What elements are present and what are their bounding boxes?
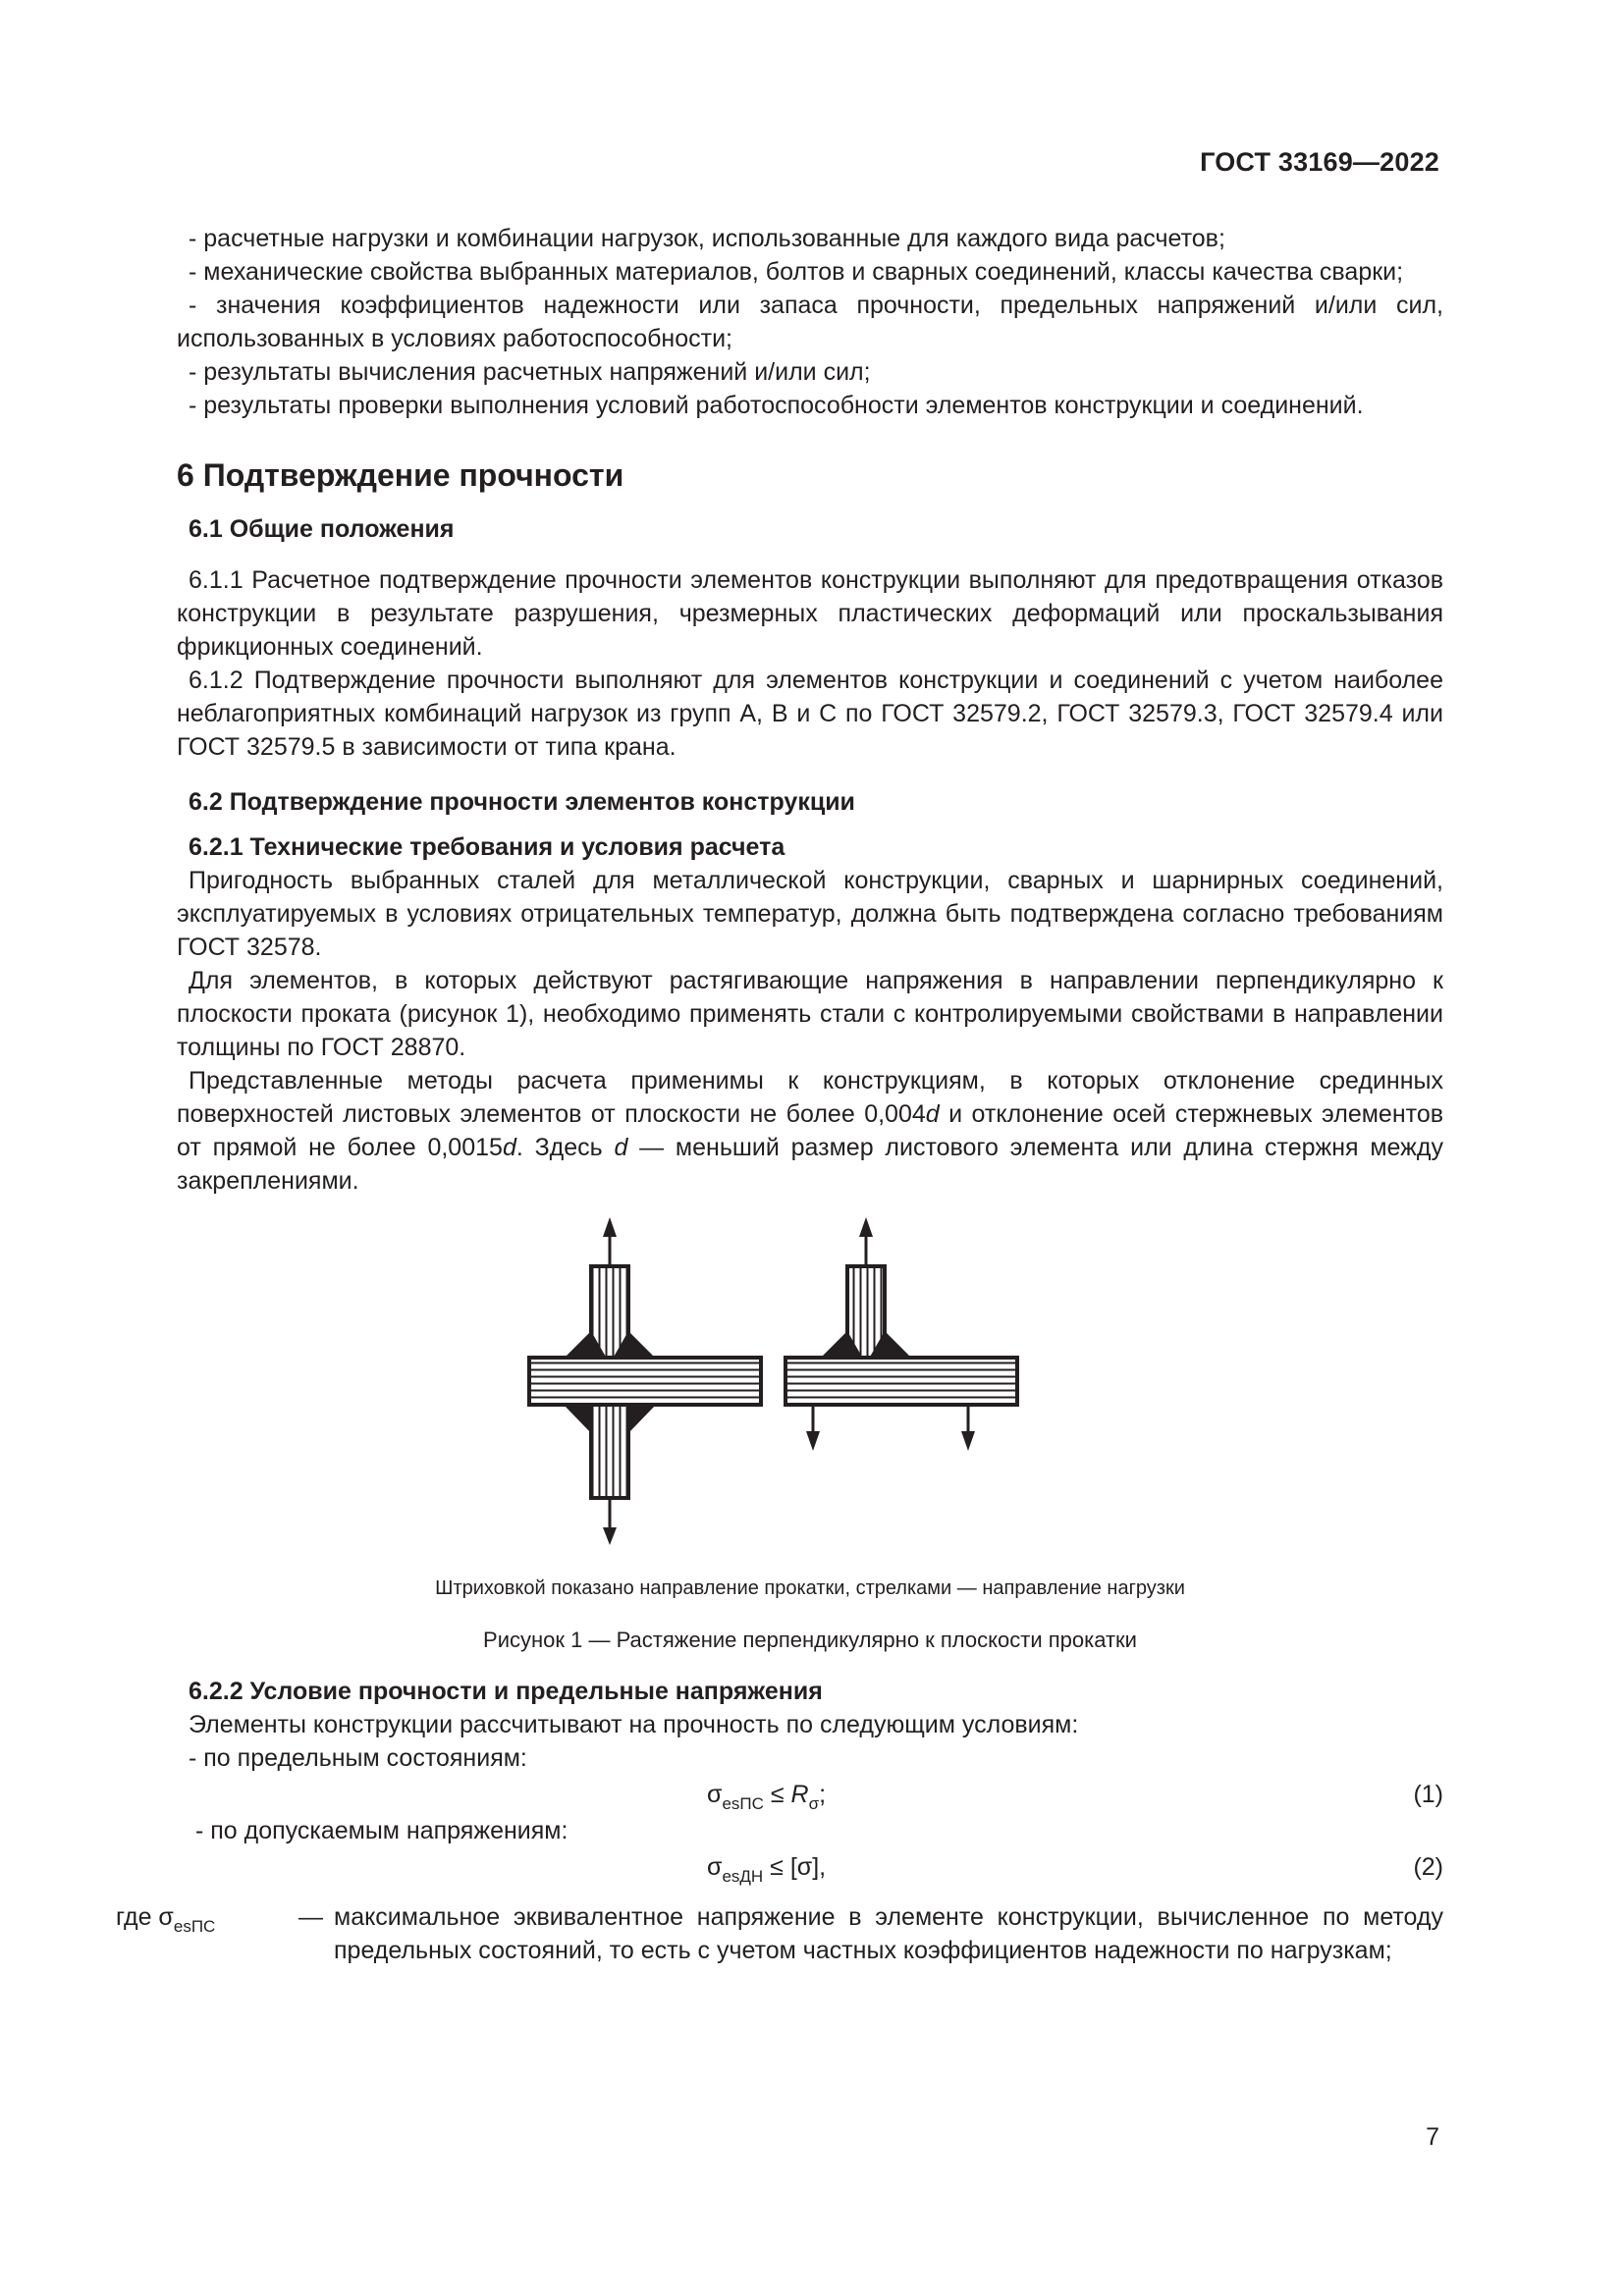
section-6-1-heading: 6.1 Общие положения bbox=[189, 515, 455, 543]
list-item-allowable-stresses: - по допускаемым напряжениям: bbox=[189, 1817, 568, 1844]
where-definition: максимальное эквивалентное напряжение в элементе конструкции, вычисленное по методу предельных состояний, то есть с учетом частных коэффициентов надежности по нагрузкам; bbox=[334, 1903, 1443, 1964]
formula-2: $\sigma_{esДН} \le [\sigma]$, bbox=[707, 1853, 827, 1886]
formula-1-row bbox=[177, 1775, 1443, 1814]
document-id-header: ГОСТ 33169—2022 bbox=[1200, 147, 1439, 177]
list-item: - значения коэффициентов надежности или запаса прочности, предельных напряжений и/или сил, использованных в условиях работоспособности; bbox=[177, 292, 1443, 352]
list-item: - результаты проверки выполнения условий работоспособности элементов конструкции и соединений. bbox=[189, 392, 1364, 419]
section-6-2-1-heading: 6.2.1 Технические требования и условия расчета bbox=[189, 833, 785, 861]
where-dash: — bbox=[298, 1903, 323, 1931]
figure-caption: Рисунок 1 — Растяжение перпендикулярно к плоскости прокатки bbox=[483, 1628, 1137, 1652]
page-content bbox=[116, 222, 1444, 1967]
paragraph-steel-suitability: Пригодность выбранных сталей для металлической конструкции, сварных и шарнирных соединений, эксплуатируемых в условиях отрицательных температур, должна быть подтверждена согласно требованиям ГОСТ 32578. bbox=[177, 867, 1443, 961]
list-item: - результаты вычисления расчетных напряжений и/или сил; bbox=[189, 358, 871, 386]
paragraph-6-1-1: 6.1.1 Расчетное подтверждение прочности элементов конструкции выполняют для предотвращения отказов конструкции в результате разрушения, чрезмерных пластических деформаций или проскальзывания фрикционных соединений. bbox=[177, 566, 1443, 661]
paragraph-methods-applicability: Представленные методы расчета применимы к конструкциям, в которых отклонение срединных поверхностей листовых элементов от плоскости не более 0,004d и отклонение осей стержневых элементов от прямой не более 0,0015d. Здесь d — меньший размер листового элемента или длина стержня между закреплениями. bbox=[177, 1067, 1444, 1195]
figure-1 bbox=[177, 1215, 1443, 1569]
paragraph-conditions-intro: Элементы конструкции рассчитывают на прочность по следующим условиям: bbox=[189, 1711, 1079, 1738]
where-label: где $\sigma_{esПС}$ bbox=[116, 1903, 216, 1936]
formula-1: $\sigma_{esПС} \le R_\sigma$; bbox=[707, 1781, 827, 1813]
section-6-2-2-heading: 6.2.2 Условие прочности и предельные напряжения bbox=[189, 1678, 823, 1705]
list-item: - расчетные нагрузки и комбинации нагрузок, использованные для каждого вида расчетов; bbox=[189, 225, 1225, 252]
equation-number-2: (2) bbox=[1413, 1853, 1443, 1881]
cruciform-joint-icon bbox=[529, 1217, 761, 1545]
formula-2-row bbox=[177, 1847, 1443, 1887]
page-number: 7 bbox=[1426, 2123, 1439, 2151]
paragraph-through-thickness: Для элементов, в которых действуют растягивающие напряжения в направлении перпендикулярно к плоскости проката (рисунок 1), необходимо применять стали с контролируемыми свойствами в направлении толщины по ГОСТ 28870. bbox=[177, 967, 1443, 1061]
figure-note: Штриховкой показано направление прокатки, стрелками — направление нагрузки bbox=[435, 1577, 1185, 1599]
list-item: - механические свойства выбранных материалов, болтов и сварных соединений, классы качества сварки; bbox=[189, 258, 1404, 286]
t-joint-icon bbox=[785, 1217, 1017, 1451]
equation-number-1: (1) bbox=[1413, 1781, 1443, 1808]
where-clause bbox=[116, 1900, 1443, 1967]
paragraph-6-1-2: 6.1.2 Подтверждение прочности выполняют для элементов конструкции и соединений с учетом наиболее неблагоприятных комбинаций нагрузок из групп А, В и С по ГОСТ 32579.2, ГОСТ 32579.3, ГОСТ 32579.4 или ГОСТ 32579.5 в зависимости от типа крана. bbox=[177, 667, 1443, 761]
list-item-limit-states: - по предельным состояниям: bbox=[189, 1744, 527, 1772]
section-6-2-heading: 6.2 Подтверждение прочности элементов конструкции bbox=[189, 788, 855, 816]
section-6-heading: 6 Подтверждение прочности bbox=[177, 457, 624, 493]
rolling-tension-diagram bbox=[520, 1215, 1208, 1569]
